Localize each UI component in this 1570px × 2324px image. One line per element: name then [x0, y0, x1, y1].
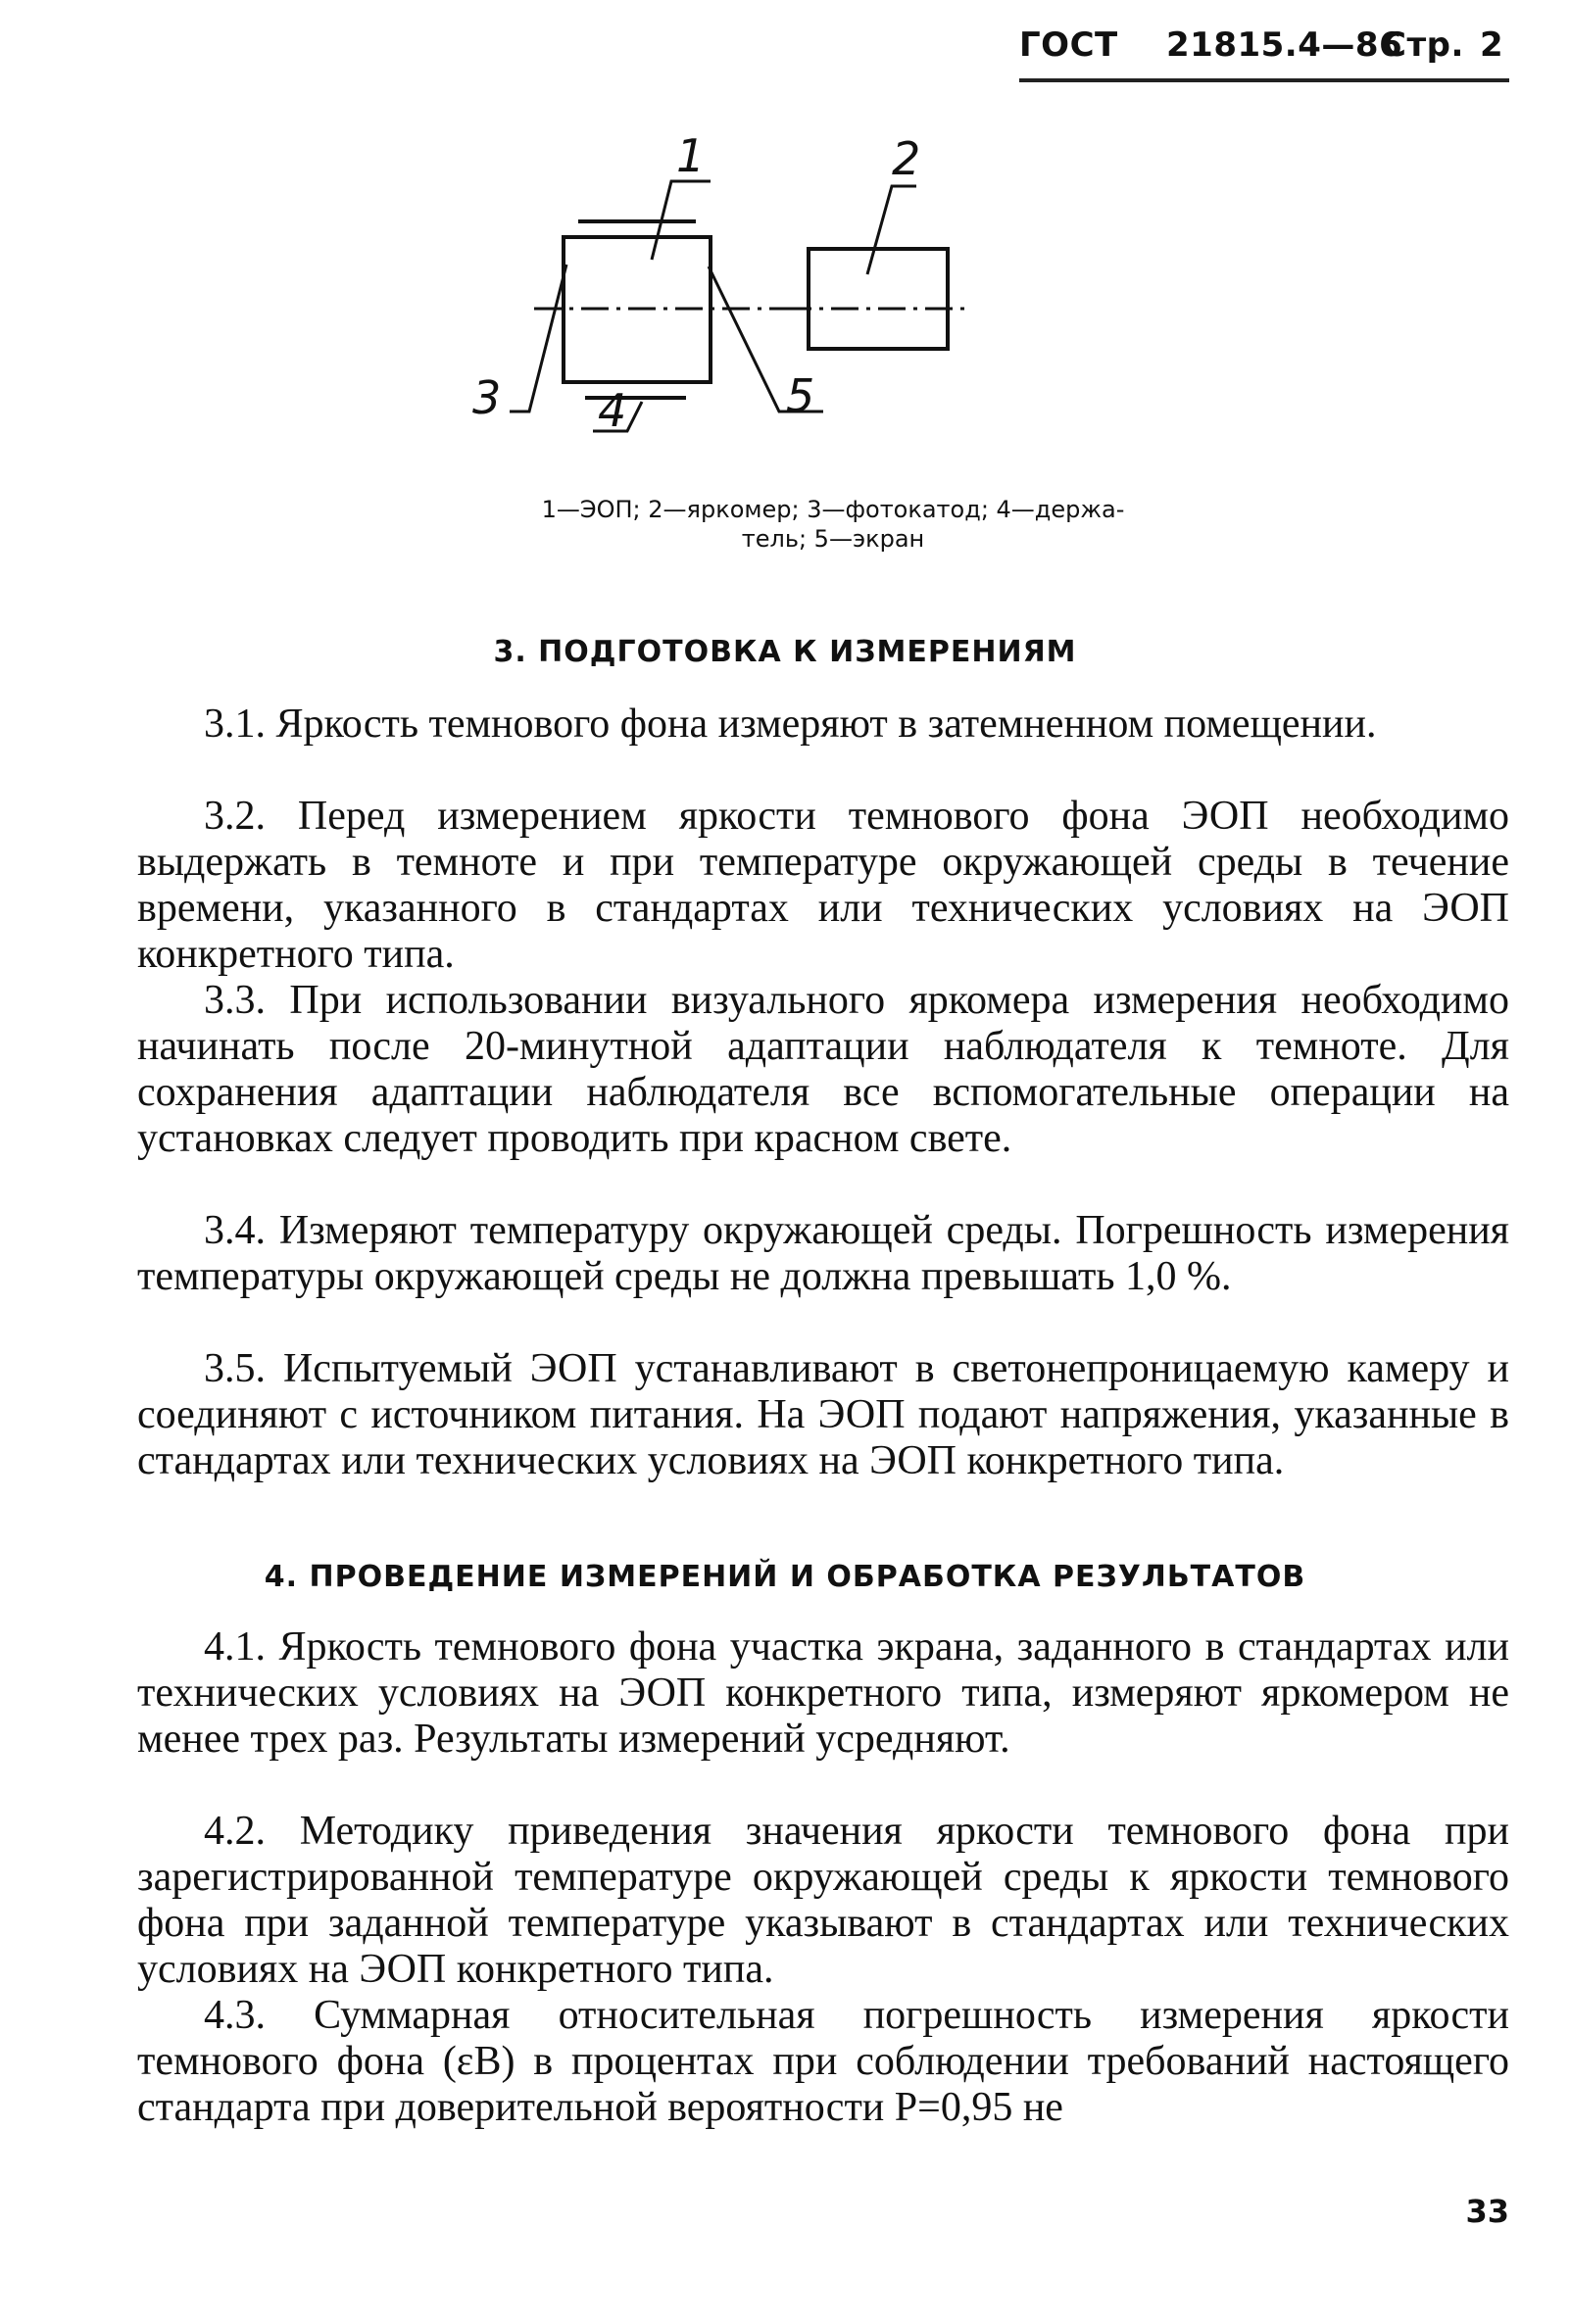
caption-line-2: тель; 5—экран — [741, 525, 925, 553]
page-header — [1019, 25, 1509, 74]
paragraph-4-1: 4.1. Яркость темнового фона участка экрана, заданного в стандартах или технических условиях на ЭОП конкретного типа, измеряют яркомером не менее трех раз. Результаты измерений усредняют. — [137, 1624, 1509, 1762]
paragraph-3-5: 3.5. Испытуемый ЭОП устанавливают в светонепроницаемую камеру и соединяют с источником питания. На ЭОП подают напряжения, указанные в стандартах или технических условиях на ЭОП конкретного типа. — [137, 1346, 1509, 1483]
diagram-svg — [431, 118, 1215, 480]
header-rule — [1019, 78, 1509, 82]
standard-number: 21815.4—86 — [1166, 25, 1403, 65]
callout-4: 4 — [598, 384, 627, 437]
callout-2: 2 — [892, 132, 921, 185]
paragraph-3-1: 3.1. Яркость темнового фона измеряют в затемненном помещении. — [204, 702, 1377, 747]
callout-5: 5 — [786, 369, 815, 422]
standard-label: ГОСТ — [1019, 25, 1118, 65]
footer-page-number: 33 — [1465, 2193, 1509, 2230]
page-label: Стр. — [1382, 25, 1464, 65]
paragraph-4-3: 4.3. Суммарная относительная погрешность измерения яркости темнового фона (εВ) в процентах при соблюдении требований настоящего стандарта при доверительной вероятности Р=0,95 не — [137, 1993, 1509, 2130]
caption-line-1: 1—ЭОП; 2—яркомер; 3—фотокатод; 4—держа- — [541, 496, 1125, 523]
paragraph-4-2: 4.2. Методику приведения значения яркости темнового фона при зарегистрированной температуре окружающей среды к яркости темнового фона при заданной температуре указывают в стандартах или технических условиях на ЭОП конкретного типа. — [137, 1809, 1509, 1992]
leader-3 — [510, 265, 566, 412]
section-4-title: 4. ПРОВЕДЕНИЕ ИЗМЕРЕНИЙ И ОБРАБОТКА РЕЗУЛЬТАТОВ — [264, 1560, 1306, 1594]
header-page-number: 2 — [1480, 25, 1504, 65]
paragraph-3-4: 3.4. Измеряют температуру окружающей среды. Погрешность измерения температуры окружающей среды не должна превышать 1,0 %. — [137, 1208, 1509, 1299]
callout-3: 3 — [472, 371, 502, 424]
figure-caption — [441, 495, 1225, 554]
section-3-title: 3. ПОДГОТОВКА К ИЗМЕРЕНИЯМ — [493, 635, 1077, 669]
leader-2 — [867, 186, 916, 274]
measurement-diagram — [431, 118, 1215, 480]
paragraph-3-3: 3.3. При использовании визуального яркомера измерения необходимо начинать после 20-минутной адаптации наблюдателя к темноте. Для сохранения адаптации наблюдателя все вспомогательные операции на установках следует проводить при красном свете. — [137, 978, 1509, 1161]
photometer-rect — [809, 249, 948, 349]
paragraph-3-2: 3.2. Перед измерением яркости темнового фона ЭОП необходимо выдержать в темноте и при температуре окружающей среды в течение времени, указанного в стандартах или технических условиях на ЭОП конкретного типа. — [137, 794, 1509, 977]
callout-1: 1 — [676, 129, 706, 182]
